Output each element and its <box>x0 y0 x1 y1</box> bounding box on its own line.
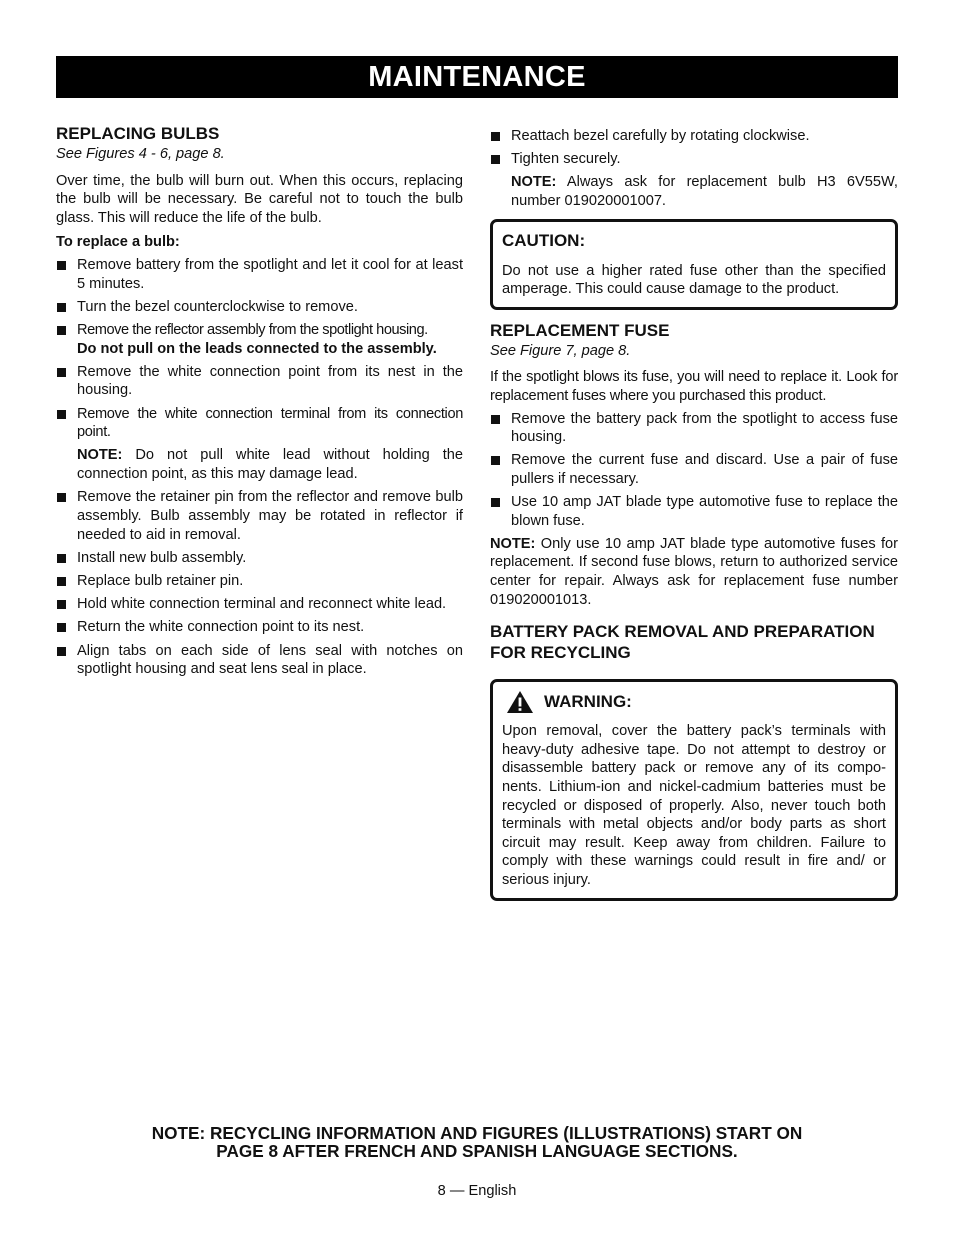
list-item <box>56 363 463 400</box>
list-item <box>56 595 463 614</box>
bullet-square-icon <box>57 600 66 609</box>
lead-note <box>56 446 463 483</box>
bullet-square-icon <box>57 493 66 502</box>
step-text: Turn the bezel counterclockwise to remove. <box>77 298 358 315</box>
step-warning-bold: Do not pull on the leads connected to the assembly. <box>77 340 437 357</box>
bullet-square-icon <box>57 261 66 270</box>
bullet-square-icon <box>491 155 500 164</box>
replace-bulb-label: To replace a bulb: <box>56 234 180 251</box>
replacement-fuse-figure-ref: See Figure 7, page 8. <box>490 342 631 359</box>
list-item <box>56 618 463 637</box>
replacement-fuse-intro: If the spotlight blows its fuse, you will need to replace it. Look for replacement fuses where you purchased this product. <box>490 369 898 404</box>
right-column <box>490 127 898 901</box>
recycling-footer-note <box>100 1124 854 1161</box>
bullet-square-icon <box>57 326 66 335</box>
note-label: NOTE: <box>511 174 557 191</box>
replacement-fuse-heading: REPLACEMENT FUSE <box>490 320 670 340</box>
list-item <box>490 150 898 169</box>
left-column <box>56 123 463 683</box>
step-text: Remove the white connection terminal from its connection point. <box>77 405 463 441</box>
list-item <box>56 256 463 293</box>
bullet-square-icon <box>491 132 500 141</box>
page-banner-title: MAINTENANCE <box>56 56 898 98</box>
list-item <box>56 405 463 442</box>
battery-recycling-heading: BATTERY PACK REMOVAL AND PREPARATION FOR RECYCLING <box>490 622 875 663</box>
list-item <box>56 321 463 358</box>
bullet-square-icon <box>57 368 66 377</box>
list-item <box>490 493 898 530</box>
note-label: NOTE: <box>490 535 536 552</box>
replacing-bulbs-figure-ref: See Figures 4 - 6, page 8. <box>56 146 225 162</box>
list-item <box>56 572 463 591</box>
list-item <box>56 642 463 679</box>
step-text: Remove battery from the spotlight and let it cool for at least 5 minutes. <box>77 256 463 292</box>
warning-body: Upon removal, cover the battery pack’s terminals with heavy-duty adhesive tape. Do not attempt to destroy or disassemble battery pack or remove any of its compo-nents. Lithium-ion and nickel-cadmium batteries must be recycled or disposed of properly. Also, never touch both terminals with metal objects and/or body parts as short circuit may result. Keep away from children. Failure to comply with these warnings could result in fire and/ or serious injury. <box>502 723 886 888</box>
bulb-replacement-note <box>490 173 898 210</box>
fuse-note <box>490 535 898 609</box>
step-text: Return the white connection point to its nest. <box>77 619 365 636</box>
warning-title-row <box>502 690 886 714</box>
replacing-bulbs-heading: REPLACING BULBS <box>56 124 220 143</box>
footer-note-line-2: PAGE 8 AFTER FRENCH AND SPANISH LANGUAGE SECTIONS. <box>216 1141 738 1162</box>
step-text: Reattach bezel carefully by rotating clockwise. <box>511 128 810 144</box>
step-text: Align tabs on each side of lens seal with notches on spotlight housing and seat lens seal in place. <box>77 642 463 678</box>
step-text: Use 10 amp JAT blade type automotive fuse to replace the blown fuse. <box>511 494 898 529</box>
bullet-square-icon <box>491 498 500 507</box>
bullet-square-icon <box>491 456 500 465</box>
step-text: Remove the retainer pin from the reflector and remove bulb assembly. Bulb assembly may be rotated in reflector if needed to aid in removal. <box>77 489 463 543</box>
fuse-steps <box>490 410 898 531</box>
step-text: Remove the reflector assembly from the spotlight housing. <box>77 321 428 338</box>
bullet-square-icon <box>57 410 66 419</box>
replace-bulb-steps <box>56 256 463 442</box>
bullet-square-icon <box>57 303 66 312</box>
step-text: Hold white connection terminal and reconnect white lead. <box>77 596 447 613</box>
footer-note-line-1: NOTE: RECYCLING INFORMATION AND FIGURES (ILLUSTRATIONS) START ON <box>151 1123 803 1143</box>
list-item <box>490 410 898 447</box>
list-item <box>56 549 463 568</box>
step-text: Replace bulb retainer pin. <box>77 573 244 590</box>
step-text: Remove the battery pack from the spotlight to access fuse housing. <box>511 410 898 446</box>
step-text: Tighten securely. <box>511 151 621 168</box>
bullet-square-icon <box>491 415 500 424</box>
note-label: NOTE: <box>77 447 123 464</box>
caution-box <box>490 219 898 310</box>
bullet-square-icon <box>57 554 66 563</box>
list-item <box>56 298 463 317</box>
replace-bulb-steps-continued <box>56 488 463 678</box>
page-number: 8 — English <box>437 1183 517 1199</box>
note-text: Only use 10 amp JAT blade type automotive fuses for replacement. If second fuse blows, return to authorized service center for repair. Always ask for replacement fuse number 019020001013. <box>490 535 898 608</box>
step-text: Remove the white connection point from its nest in the housing. <box>77 363 463 399</box>
list-item <box>56 488 463 544</box>
list-item <box>490 451 898 488</box>
bullet-square-icon <box>57 623 66 632</box>
replacing-bulbs-intro: Over time, the bulb will burn out. When this occurs, replacing the bulb will be necessary. Be careful not to touch the bulb glass. This will reduce the life of the bulb. <box>56 172 463 226</box>
list-item <box>490 127 898 146</box>
reassembly-steps <box>490 127 898 169</box>
warning-title: WARNING: <box>544 692 632 712</box>
caution-title: CAUTION: <box>502 230 586 250</box>
note-text: Always ask for replacement bulb H3 6V55W, number 019020001007. <box>511 174 898 209</box>
bullet-square-icon <box>57 577 66 586</box>
caution-body: Do not use a higher rated fuse other than the specified amperage. This could cause damage to the product. <box>502 262 886 298</box>
note-text: Do not pull white lead without holding the connection point, as this may damage lead. <box>77 447 463 482</box>
warning-triangle-icon <box>506 690 534 714</box>
step-text: Remove the current fuse and discard. Use a pair of fuse pullers if necessary. <box>511 452 898 487</box>
bullet-square-icon <box>57 647 66 656</box>
step-text: Install new bulb assembly. <box>77 549 247 566</box>
warning-box <box>490 679 898 900</box>
